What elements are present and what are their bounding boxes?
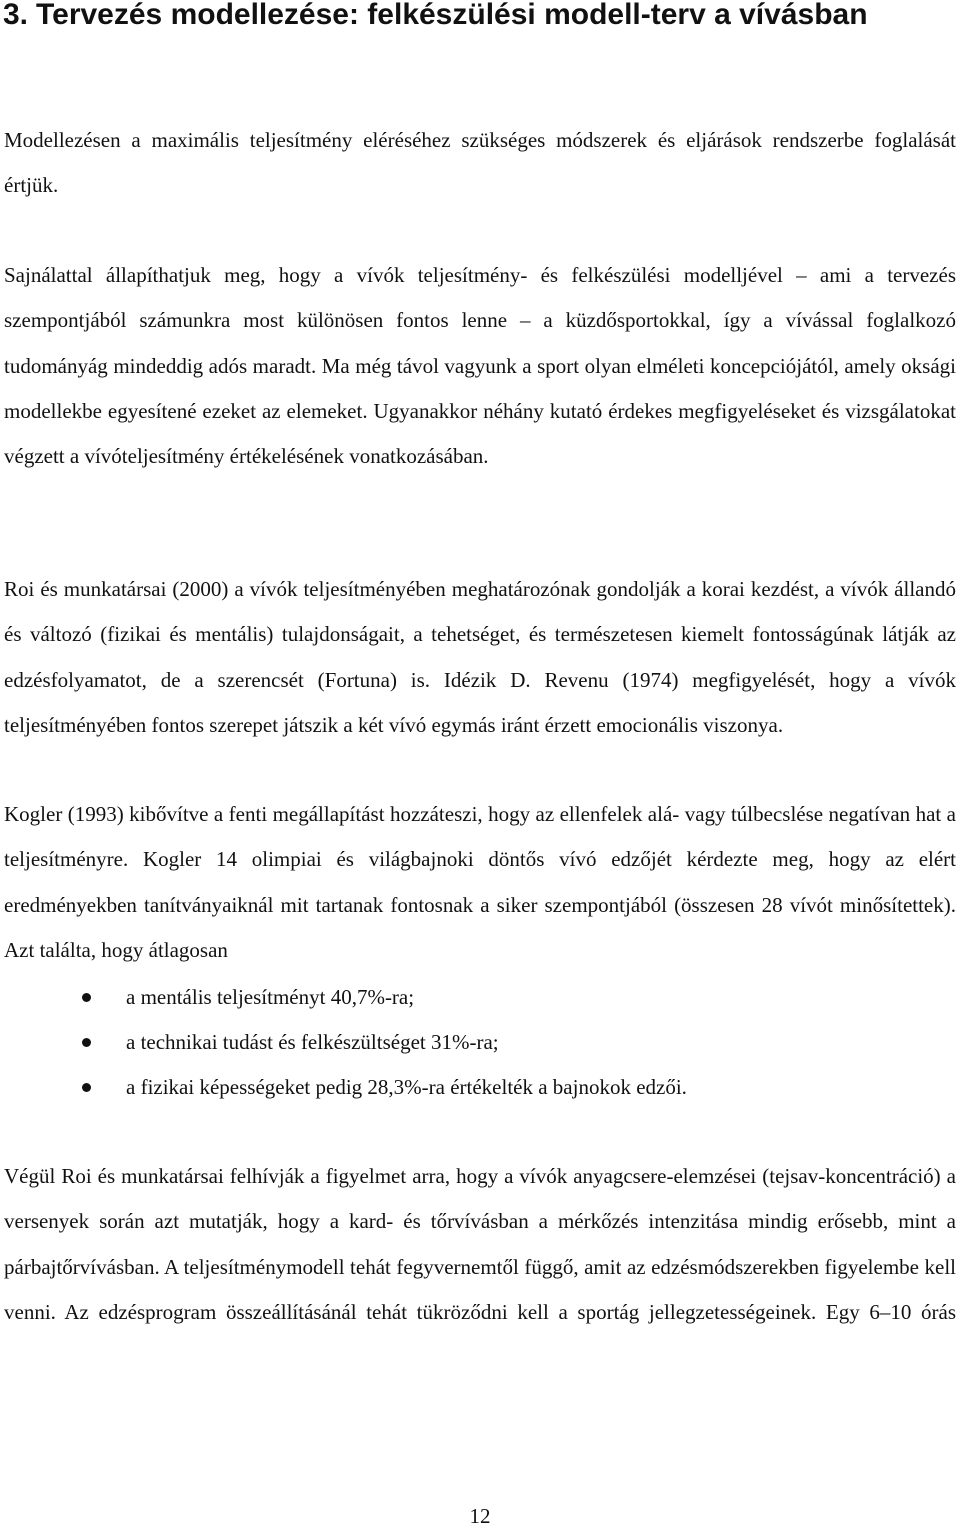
section-number: 3. — [3, 0, 29, 31]
list-item — [0, 1065, 960, 1110]
paragraph-model-lack: Sajnálattal állapíthatjuk meg, hogy a vívók teljesítmény- és felkészülési modelljével – ami a tervezés szempontjából számunkra most különösen fontos lenne – a küzdősportokkal, így a vívással foglalkozó tudományág mindeddig adós maradt. Ma még távol vagyunk a sport olyan elméleti koncepciójától, amely oksági modellekbe egyesítené ezeket az elemeket. Ugyanakkor néhány kutató érdekes megfigyeléseket és vizsgálatokat végzett a vívóteljesítmény értékelésének vonatkozásában. — [4, 263, 956, 469]
list-item — [0, 975, 960, 1020]
section-title: Tervezés modellezése: felkészülési modell-terv a vívásban — [36, 0, 868, 31]
paragraph-conclusion: Végül Roi és munkatársai felhívják a figyelmet arra, hogy a vívók anyagcsere-elemzései (tejsav-koncentráció) a versenyek során azt mutatják, hogy a kard- és tőrvívásban a mérkőzés intenzitása mindig erősebb, mint a párbajtőrvívásban. A teljesítménymodell tehát fegyvernemtől függő, amit az edzésmódszerekben figyelembe kell venni. Az edzésprogram összeállításánál tehát tükröződni kell a sportág jellegzetességeinek. Egy 6–10 órás — [4, 1164, 956, 1324]
list-item-text: a fizikai képességeket pedig 28,3%-ra értékelték a bajnokok edzői. — [126, 1075, 687, 1099]
page-number: 12 — [469, 1504, 491, 1528]
paragraph-roi: Roi és munkatársai (2000) a vívók teljesítményében meghatározónak gondolják a korai kezdést, a vívók állandó és változó (fizikai és mentális) tulajdonságait, a tehetséget, és természetesen kiemelt fontosságúnak látják az edzésfolyamatot, de a szerencsét (Fortuna) is. Idézik D. Revenu (1974) megfigyelését, hogy a vívók teljesítményében fontos szerepet játszik a két vívó egymás iránt érzett emocionális viszonya. — [4, 577, 956, 737]
section-heading — [3, 0, 955, 34]
paragraph-kogler: Kogler (1993) kibővítve a fenti megállapítást hozzáteszi, hogy az ellenfelek alá- vagy túlbecslése negatívan hat a teljesítményre. Kogler 14 olimpiai és világbajnoki döntős vívó edzőjét kérdezte meg, hogy az elért eredményekben tanítványaiknál mit tartanak fontosnak a siker szempontjából (összesen 28 vívót minősítettek). Azt találta, hogy átlagosan — [4, 802, 956, 962]
bullet-icon — [82, 1083, 91, 1092]
bullet-icon — [82, 1038, 91, 1047]
list-item — [0, 1020, 960, 1065]
bullet-icon — [82, 993, 91, 1002]
list-item-text: a technikai tudást és felkészültséget 31%-ra; — [126, 1030, 499, 1054]
bullet-list — [0, 975, 960, 1110]
list-item-text: a mentális teljesítményt 40,7%-ra; — [126, 985, 415, 1009]
paragraph-intro: Modellezésen a maximális teljesítmény eléréséhez szükséges módszerek és eljárások rendszerbe foglalását értjük. — [4, 128, 956, 198]
